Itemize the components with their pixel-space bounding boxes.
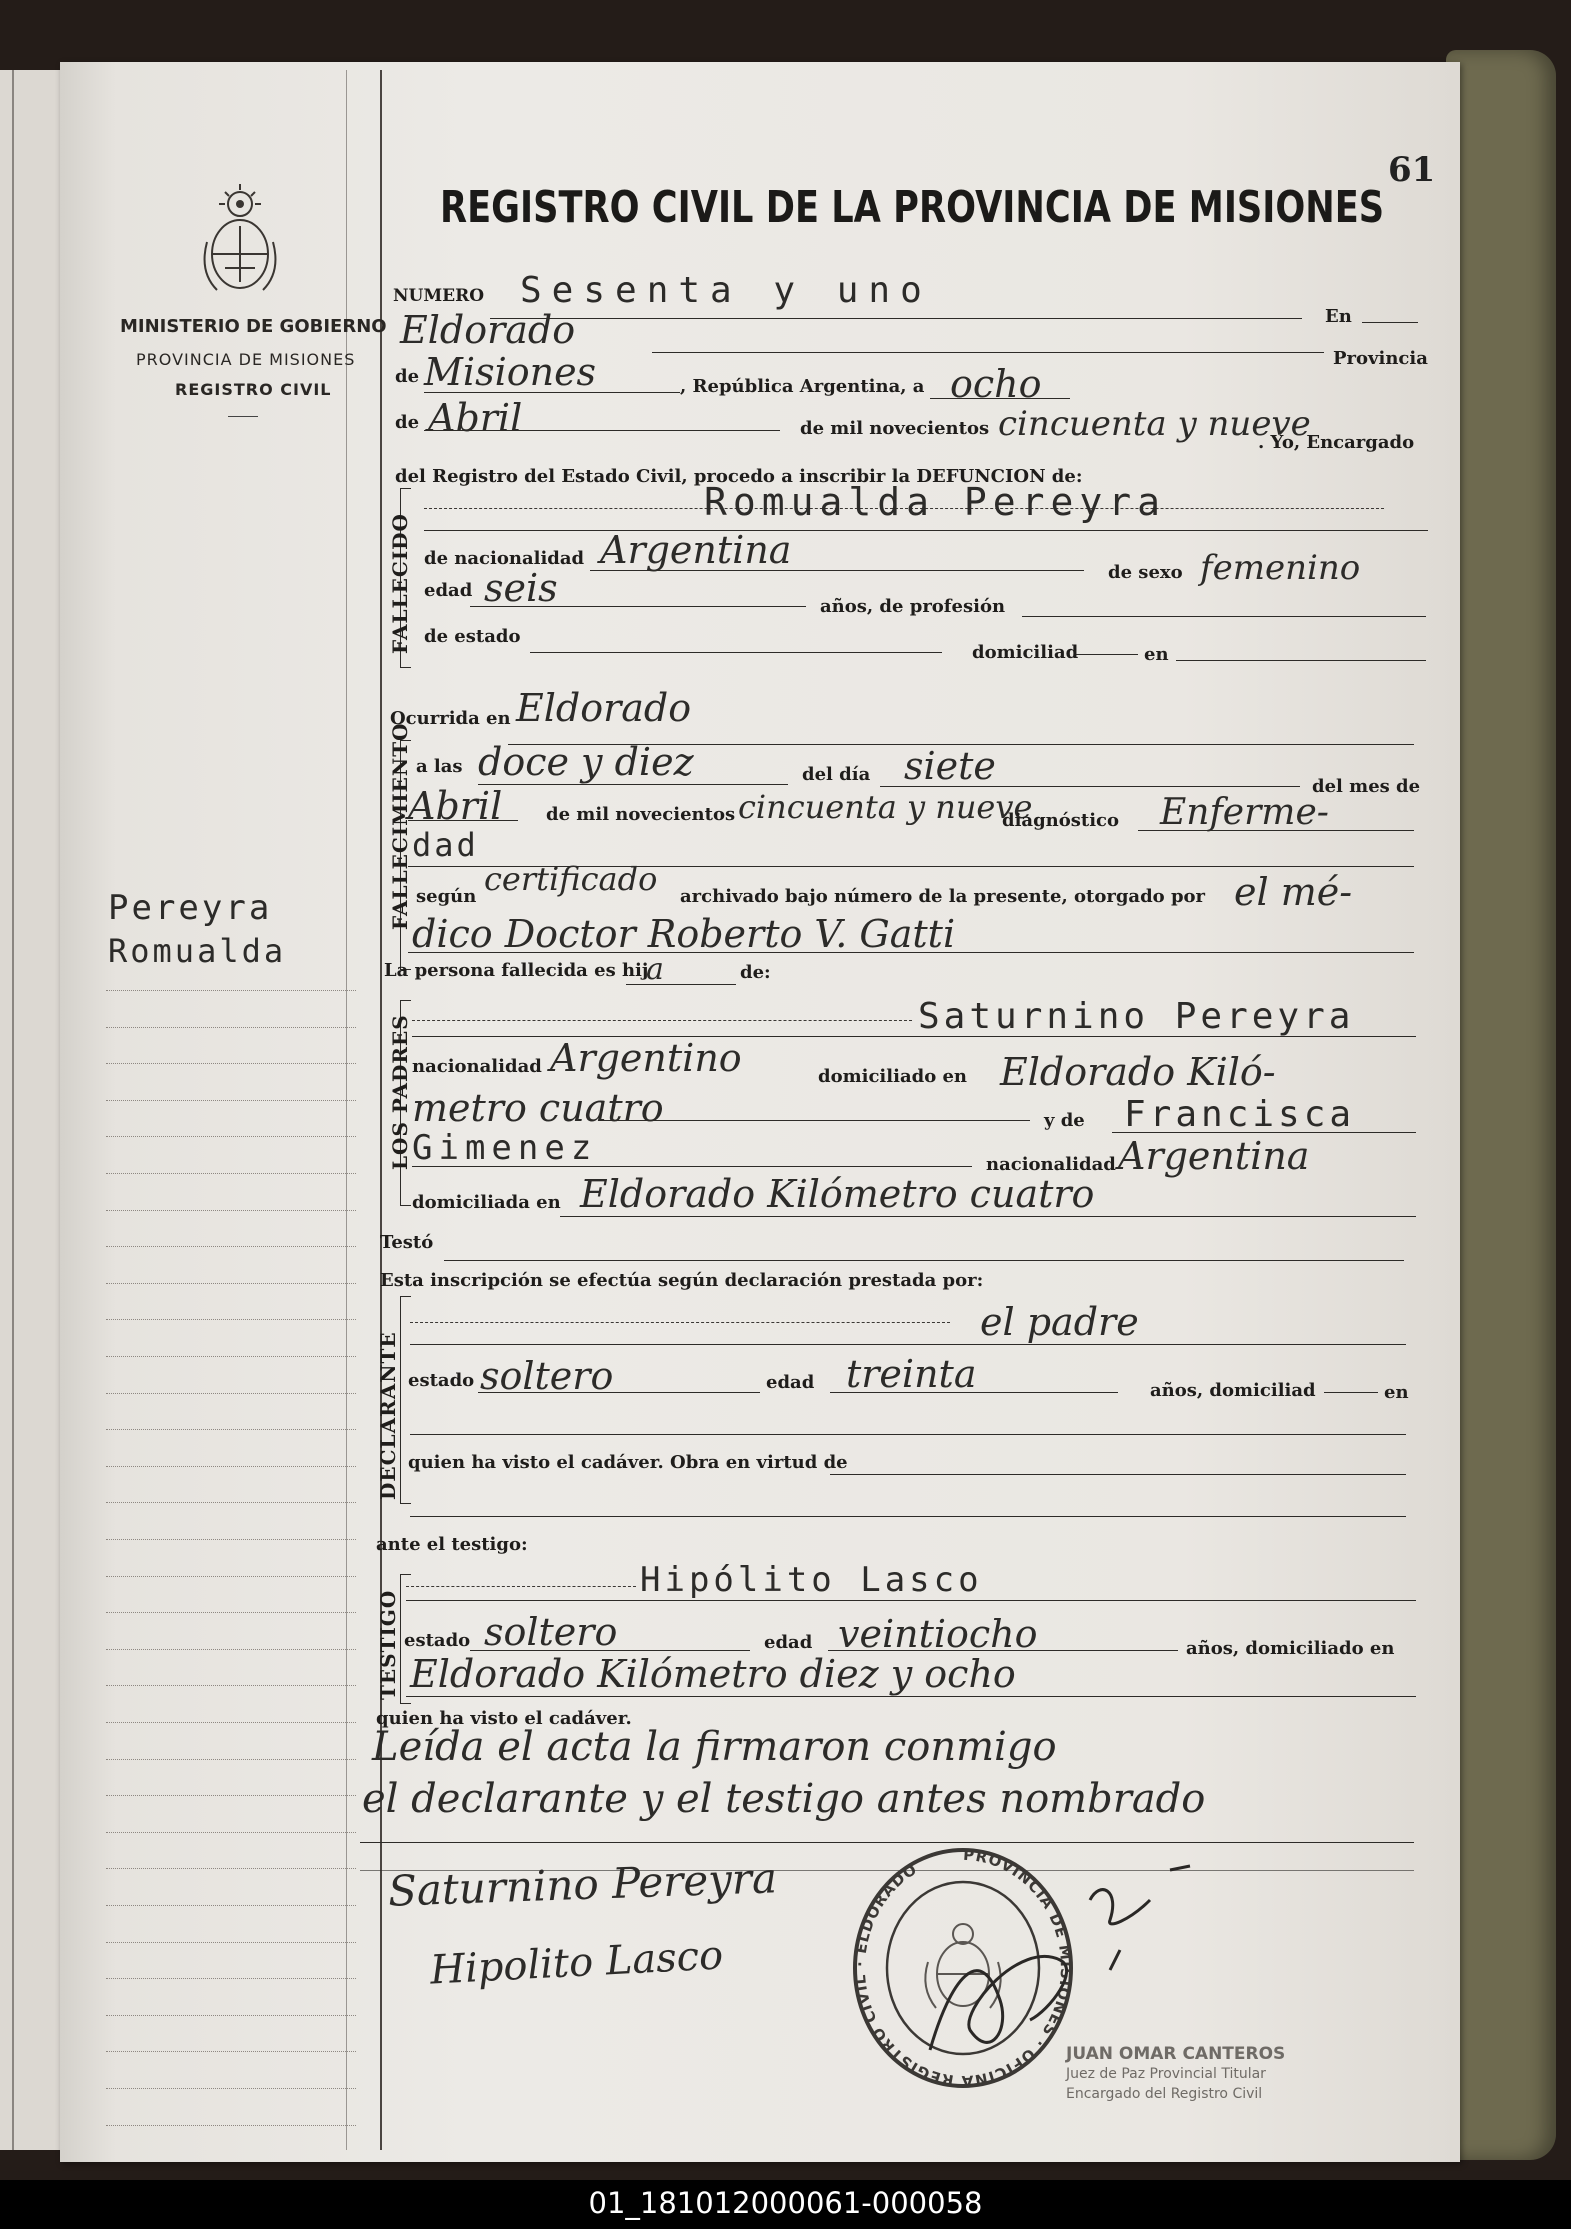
testigo-estado-value: soltero bbox=[484, 1610, 618, 1654]
margin-ledger-line bbox=[106, 1942, 356, 1943]
padre-domicilio-value: Eldorado Kiló- bbox=[1000, 1050, 1276, 1094]
declarante-signature: Saturnino Pereyra bbox=[387, 1853, 778, 1916]
margin-ledger-line bbox=[106, 1722, 356, 1723]
fallecido-en-line bbox=[1176, 660, 1426, 661]
numero-label: NUMERO bbox=[393, 286, 485, 306]
seal-ring-text: PROVINCIA DE MISIONES · OFICINA REGISTRO CIVIL · ELDORADO bbox=[850, 1845, 1076, 2088]
declarante-address-line bbox=[410, 1434, 1406, 1435]
fallecido-sexo-label: de sexo bbox=[1108, 562, 1183, 583]
mes-label: del mes de bbox=[1312, 776, 1421, 797]
book-cover-edge bbox=[1446, 50, 1556, 2160]
margin-ledger-line bbox=[106, 1978, 356, 1979]
margin-ledger-line bbox=[106, 1027, 356, 1028]
margin-ledger-line bbox=[106, 1685, 356, 1686]
locality-value: Eldorado bbox=[400, 308, 576, 352]
fallecido-edad-line bbox=[470, 606, 806, 607]
mes-line bbox=[408, 820, 518, 821]
domiciliada-line bbox=[560, 1216, 1416, 1217]
margin-note-given-name: Romualda bbox=[108, 932, 287, 970]
declarante-edad-label: edad bbox=[766, 1372, 815, 1393]
margin-ledger-line bbox=[106, 2051, 356, 2052]
fallecimiento-year-label: de mil novecientos bbox=[546, 804, 736, 825]
fallecido-name-line bbox=[424, 530, 1428, 531]
testigo-edad-label: edad bbox=[764, 1632, 813, 1653]
margin-ledger-line bbox=[106, 2015, 356, 2016]
fallecido-nacionalidad-value: Argentina bbox=[600, 528, 792, 572]
margin-ledger-line bbox=[106, 1539, 356, 1540]
testigo-edad-line bbox=[828, 1650, 1178, 1651]
margin-ledger-line bbox=[106, 1393, 356, 1394]
fallecimiento-year-value: cincuenta y nueve bbox=[738, 788, 1033, 826]
diagnostico-value: Enferme- bbox=[1160, 792, 1329, 833]
officer-name: JUAN OMAR CANTEROS bbox=[1066, 2044, 1286, 2064]
encargado-label: . Yo, Encargado bbox=[1258, 432, 1415, 453]
left-facing-page bbox=[0, 70, 66, 2150]
fallecido-estado-line bbox=[530, 652, 942, 653]
madre-value: Francisca bbox=[1124, 1094, 1356, 1135]
declarante-estado-label: estado bbox=[408, 1370, 475, 1391]
margin-ledger-line bbox=[106, 1502, 356, 1503]
hora-value: doce y diez bbox=[478, 740, 694, 784]
margin-ledger-line bbox=[106, 1173, 356, 1174]
declarante-en-label: en bbox=[1384, 1382, 1409, 1403]
segun-value: certificado bbox=[484, 860, 658, 898]
declarante-name-value: el padre bbox=[980, 1300, 1139, 1344]
year-value: cincuenta y nueve bbox=[998, 404, 1311, 444]
registro-label: del Registro del Estado Civil, procedo a inscribir la DEFUNCION de: bbox=[395, 466, 1083, 487]
madre-line-cont bbox=[412, 1166, 972, 1167]
fallecido-side-label: FALLECIDO bbox=[388, 513, 412, 654]
testigo-edad-value: veintiocho bbox=[838, 1612, 1038, 1656]
locality-line bbox=[652, 352, 1324, 353]
ocurrida-value: Eldorado bbox=[516, 686, 692, 730]
fallecido-estado-label: de estado bbox=[424, 626, 521, 647]
padre-name-value: Saturnino Pereyra bbox=[918, 996, 1355, 1037]
margin-ledger-line bbox=[106, 1612, 356, 1613]
mes-value: Abril bbox=[408, 784, 503, 828]
testigo-domicilio-line bbox=[406, 1696, 1416, 1697]
otorgado-value-cont: dico Doctor Roberto V. Gatti bbox=[412, 912, 956, 956]
declarante-virtud-line-cont bbox=[410, 1516, 1406, 1517]
image-identifier: 01_181012000061-000058 bbox=[588, 2186, 983, 2220]
document-title: REGISTRO CIVIL DE LA PROVINCIA DE MISIONES bbox=[440, 182, 1385, 233]
month-value: Abril bbox=[428, 396, 523, 440]
testigo-name-line-upper bbox=[406, 1586, 636, 1587]
margin-ledger-line bbox=[106, 1832, 356, 1833]
margin-ledger-line bbox=[106, 1759, 356, 1760]
testigo-anos-label: años, domiciliado en bbox=[1186, 1638, 1395, 1659]
margin-ledger-line bbox=[106, 1356, 356, 1357]
otorgado-line-cont bbox=[408, 952, 1414, 953]
margin-ledger-line bbox=[106, 1466, 356, 1467]
declarante-estado-value: soltero bbox=[480, 1354, 614, 1398]
margin-ledger-line bbox=[106, 1905, 356, 1906]
republica-label: , República Argentina, a bbox=[680, 376, 925, 397]
declarante-edad-value: treinta bbox=[846, 1352, 977, 1396]
fallecido-anos-label: años, de profesión bbox=[820, 596, 1006, 617]
testigo-side-label: TESTIGO bbox=[376, 1589, 400, 1700]
margin-ledger-line bbox=[106, 1649, 356, 1650]
fallecimiento-side-label: FALLECIMIENTO bbox=[388, 722, 412, 930]
testigo-name-line bbox=[406, 1600, 1416, 1601]
fallecido-edad-label: edad bbox=[424, 580, 473, 601]
margin-ledger-line bbox=[106, 1210, 356, 1211]
margin-ledger-line bbox=[106, 1283, 356, 1284]
padres-side-label: LOS PADRES bbox=[388, 1014, 412, 1170]
declarante-anos-label: años, domiciliad bbox=[1150, 1380, 1316, 1401]
margin-column-rule-inner bbox=[346, 70, 347, 2150]
dia-value: siete bbox=[904, 744, 996, 788]
province-line bbox=[424, 392, 680, 393]
padre-nacionalidad-label: nacionalidad bbox=[412, 1056, 542, 1077]
officer-title-2: Encargado del Registro Civil bbox=[1066, 2086, 1263, 2102]
province-name: PROVINCIA DE MISIONES bbox=[136, 350, 356, 369]
hij-line bbox=[626, 984, 736, 985]
fallecido-sexo-value: femenino bbox=[1200, 548, 1361, 588]
month-line bbox=[424, 430, 780, 431]
madre-nacionalidad-value: Argentina bbox=[1118, 1134, 1310, 1178]
margin-ledger-line bbox=[106, 1063, 356, 1064]
testigo-name-value: Hipólito Lasco bbox=[640, 1560, 983, 1600]
madre-value-cont: Gimenez bbox=[412, 1128, 598, 1168]
margin-ledger-line bbox=[106, 1319, 356, 1320]
declarante-estado-line bbox=[478, 1392, 760, 1393]
margin-ledger-line bbox=[106, 2088, 356, 2089]
fallecido-edad-value: seis bbox=[484, 566, 558, 610]
hora-label: a las bbox=[416, 756, 463, 777]
de2-label: de bbox=[395, 412, 420, 433]
hora-line bbox=[478, 784, 788, 785]
testigo-domicilio-value: Eldorado Kilómetro diez y ocho bbox=[410, 1652, 1016, 1696]
declarante-side-label: DECLARANTE bbox=[376, 1331, 400, 1500]
fallecido-domicilio-line bbox=[1076, 654, 1138, 655]
margin-column-rule bbox=[380, 70, 382, 2150]
fallecido-nacionalidad-line bbox=[590, 570, 1084, 571]
coat-of-arms-icon bbox=[195, 182, 285, 302]
provincia-label: Provincia bbox=[1333, 348, 1428, 369]
ante-testigo-label: ante el testigo: bbox=[376, 1534, 528, 1555]
closing-line-2: el declarante y el testigo antes nombrado bbox=[362, 1776, 1206, 1822]
fallecido-domicilio-label: domiciliad bbox=[972, 642, 1079, 663]
hij-label: La persona fallecida es hij bbox=[384, 960, 649, 981]
margin-ledger-line bbox=[106, 2125, 356, 2126]
margin-ledger-line bbox=[106, 1429, 356, 1430]
diagnostico-label: diagnóstico bbox=[1002, 810, 1120, 831]
margin-note-surname: Pereyra bbox=[108, 888, 273, 928]
dia-line bbox=[880, 786, 1300, 787]
testo-label: Testó bbox=[380, 1232, 434, 1253]
padre-domiciliado-label: domiciliado en bbox=[818, 1066, 968, 1087]
ministry-divider bbox=[228, 416, 258, 417]
testigo-visto-label: quien ha visto el cadáver. bbox=[376, 1708, 632, 1729]
declaracion-label: Esta inscripción se efectúa según declaración prestada por: bbox=[380, 1270, 984, 1291]
testigo-estado-line bbox=[470, 1650, 750, 1651]
day-line bbox=[930, 398, 1070, 399]
margin-ledger-line bbox=[106, 1868, 356, 1869]
padre-domicilio-line-cont bbox=[600, 1120, 1030, 1121]
padres-de-label: de: bbox=[740, 962, 771, 983]
margin-ledger-line bbox=[106, 1576, 356, 1577]
hij-value: a bbox=[646, 952, 664, 987]
margin-ledger-line bbox=[106, 990, 356, 991]
officer-title-1: Juez de Paz Provincial Titular bbox=[1066, 2066, 1266, 2082]
closing-line-1: Leída el acta la firmaron conmigo bbox=[372, 1724, 1057, 1770]
footer-bar bbox=[0, 2180, 1571, 2229]
margin-ledger-line bbox=[106, 1246, 356, 1247]
diagnostico-line bbox=[1138, 830, 1414, 831]
fallecido-nacionalidad-label: de nacionalidad bbox=[424, 548, 585, 569]
archivado-label: archivado bajo número de la presente, otorgado por bbox=[680, 886, 1206, 907]
margin-ledger-line bbox=[106, 1136, 356, 1137]
province-value: Misiones bbox=[424, 350, 597, 394]
en-label: En bbox=[1325, 306, 1352, 327]
page-number: 61 bbox=[1388, 150, 1436, 190]
declarante-edad-line bbox=[830, 1392, 1118, 1393]
testigo-signature: Hipolito Lasco bbox=[428, 1932, 725, 1994]
madre-line bbox=[1112, 1132, 1416, 1133]
left-page-margin-rule bbox=[12, 70, 14, 2150]
padre-domicilio-value-cont: metro cuatro bbox=[412, 1086, 664, 1130]
year-label: de mil novecientos bbox=[800, 418, 990, 439]
day-value: ocho bbox=[950, 362, 1042, 406]
segun-label: según bbox=[416, 886, 477, 907]
en-line bbox=[1362, 322, 1418, 323]
testigo-estado-label: estado bbox=[404, 1630, 471, 1651]
declarante-domicilio-line bbox=[1324, 1392, 1378, 1393]
fallecido-profesion-line bbox=[1022, 616, 1426, 617]
margin-ledger-line bbox=[106, 1795, 356, 1796]
ocurrida-label: Ocurrida en bbox=[390, 708, 511, 729]
numero-value: Sesenta y uno bbox=[520, 270, 932, 311]
declarante-visto-label: quien ha visto el cadáver. Obra en virtud de bbox=[408, 1452, 848, 1473]
margin-ledger-line bbox=[106, 1100, 356, 1101]
de-label: de bbox=[395, 366, 420, 387]
office-name: REGISTRO CIVIL bbox=[175, 380, 332, 399]
declarante-name-line bbox=[410, 1344, 1406, 1345]
domiciliada-label: domiciliada en bbox=[412, 1192, 561, 1213]
diagnostico-value-cont: dad bbox=[412, 826, 479, 864]
dia-label: del día bbox=[802, 764, 871, 785]
padre-nacionalidad-value: Argentino bbox=[550, 1036, 742, 1080]
declarante-virtud-line bbox=[830, 1474, 1406, 1475]
numero-line bbox=[490, 318, 1302, 319]
ministry-name: MINISTERIO DE GOBIERNO bbox=[120, 316, 387, 337]
domiciliada-value: Eldorado Kilómetro cuatro bbox=[580, 1172, 1095, 1216]
fallecido-en-label: en bbox=[1144, 644, 1169, 665]
otorgado-value: el mé- bbox=[1234, 870, 1353, 914]
yde-label: y de bbox=[1044, 1110, 1085, 1131]
testo-line bbox=[444, 1260, 1404, 1261]
padre-name-line-upper bbox=[412, 1020, 912, 1021]
madre-nacionalidad-label: nacionalidad bbox=[986, 1154, 1116, 1175]
declarante-name-line-upper bbox=[410, 1322, 950, 1323]
fallecido-name-value: Romualda Pereyra bbox=[704, 480, 1167, 524]
